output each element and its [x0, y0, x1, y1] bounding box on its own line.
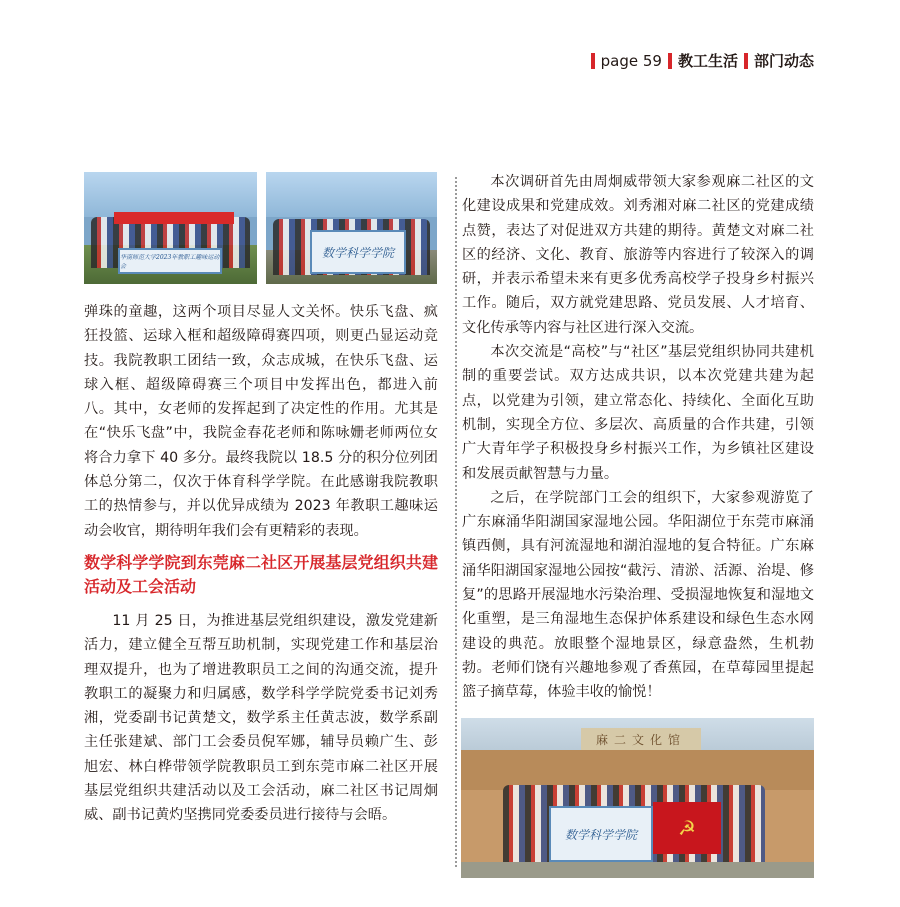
paragraph: 之后，在学院部门工会的组织下，大家参观游览了广东麻涌华阳湖国家湿地公园。华阳湖位于东莞市麻涌镇西侧，具有河流湿地和湖泊湿地的复合特征。广东麻涌华阳湖国家湿地公园按“截污、清淤、活源、治堤、修复”的思路开展湿地水污染治理、受损湿地恢复和湿地文化重塑，是三角湿地生态保护体系建设和绿色生态水网建设的典范。放眼整个湿地景区，绿意盎然，生机勃勃。老师们饶有兴趣地参观了香蕉园，在草莓园里提起篮子摘草莓，体验丰收的愉悦！: [462, 489, 814, 701]
subsection-title: 部门动态: [753, 52, 814, 70]
column-divider: [455, 177, 457, 867]
article-heading: 数学科学学院到东莞麻二社区开展基层党组织共建活动及工会活动: [84, 552, 438, 596]
photo-banner-red: [114, 212, 234, 224]
photo-banner: 华南师范大学2023年教职工趣味运动会: [118, 248, 222, 274]
photo-banner: 数学科学学院: [310, 230, 406, 274]
paragraph: 11 月 25 日，为推进基层党组织建设，激发党建新活力，建立健全互帮互助机制，实现党建工作和基层治理双提升，也为了增进教职员工之间的沟通交流，提升教职工的凝聚力和归属感，数学科学学院党委书记刘秀湘，党委副书记黄楚文，数学系主任黄志波，数学系副主任张建斌、部门工会委员倪军娜，辅导员赖广生、彭旭宏、林白桦带领学院教职员工到东莞市麻二社区开展基层党组织共建活动以及工会活动，麻二社区书记周炯威、副书记黄灼坚携同党委委员进行接待与会晤。: [84, 612, 438, 824]
paragraph: 本次交流是“高校”与“社区”基层党组织协同共建机制的重要尝试。双方达成共识，以本次党建共建为起点，以党建为引领，建立常态化、持续化、全面化互助机制，实现全方位、多层次、高质量的合作共建，引领广大青年学子积极投身乡村振兴工作，为乡镇社区建设和发展贡献智慧与力量。: [462, 344, 814, 482]
photo-banner: 数学科学学院: [549, 806, 653, 862]
page-header: [585, 50, 814, 71]
paragraph: 弹珠的童趣，这两个项目尽显人文关怀。快乐飞盘、疯狂投篮、运球入框和超级障碍赛四项，则更凸显运动竞技。我院教职工团结一致，众志成城，在快乐飞盘、运球入框、超级障碍赛三个项目中发挥出色，都进入前八。其中，女老师的发挥起到了决定性的作用。尤其是在“快乐飞盘”中，我院金春花老师和陈咏姗老师两位女将合力拿下 40 多分。最终我院以 18.5 分的积分位列团体总分第二，仅次于体育科学学院。在此感谢我院教职工的热情参与，并以优异成绩为 2023 年教职工趣味运动会收官，期待明年我们会有更精彩的表现。: [84, 304, 438, 539]
building-sign: 麻二文化馆: [581, 728, 701, 750]
photo-group-banner: [266, 172, 437, 284]
right-column: [462, 170, 814, 705]
page-number: page 59: [600, 51, 662, 70]
header-bar: [591, 53, 595, 69]
party-flag: ☭: [653, 802, 721, 854]
header-bar: [744, 53, 748, 69]
left-column: [84, 300, 438, 828]
header-bar: [668, 53, 672, 69]
photo-sports-meet: [84, 172, 257, 284]
photo-community-visit: [461, 718, 814, 878]
section-title: 教工生活: [677, 52, 738, 70]
paragraph: 本次调研首先由周炯威带领大家参观麻二社区的文化建设成果和党建成效。刘秀湘对麻二社区的党建成绩点赞，表达了对促进双方共建的期待。黄楚文对麻二社区的经济、文化、教育、旅游等内容进行了较深入的调研，并表示希望未来有更多优秀高校学子投身乡村振兴工作。随后，双方就党建思路、党员发展、人才培育、文化传承等内容与社区进行深入交流。: [462, 174, 814, 336]
